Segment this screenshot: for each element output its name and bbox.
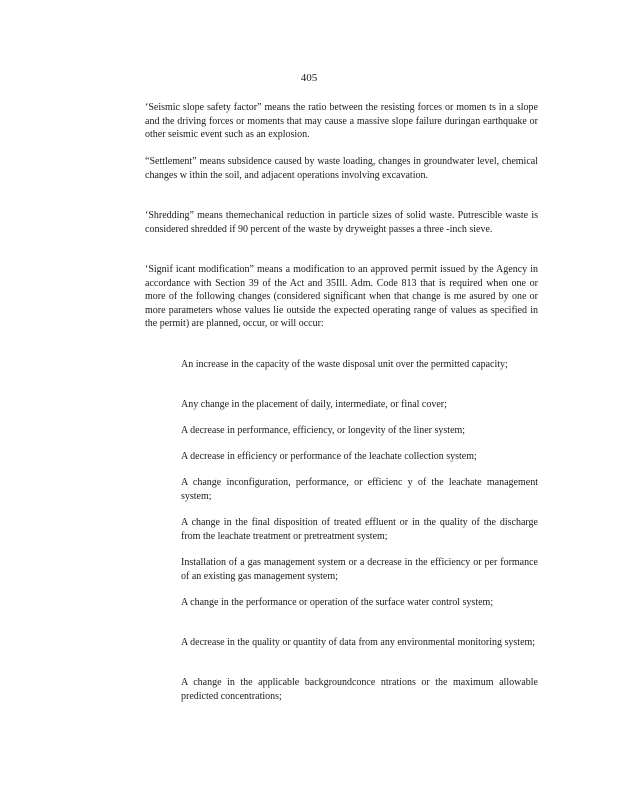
list-item: A decrease in performance, efficiency, or longevity of the liner system;	[181, 425, 466, 436]
list-item: A decrease in the quality or quantity of data from any environmental monitoring system;	[181, 637, 536, 648]
definition-seismic-slope-safety-factor: ‘Seismic slope safety factor” means the ratio between the resisting forces or momen ts in a slope and the driving forces or moments that may cause a massive slope failure duringan earthquake or other seismic event such as an explosion.	[145, 102, 538, 140]
list-item: A change in the performance or operation of the surface water control system;	[181, 597, 494, 608]
list-item: Any change in the placement of daily, intermediate, or final cover;	[181, 399, 447, 410]
definition-shredding: ‘Shredding” means themechanical reduction in particle sizes of solid waste. Putrescible waste is considered shredded if 90 percent of the waste by dryweight passes a three -inch sieve.	[145, 210, 538, 235]
page-number: 405	[300, 72, 318, 84]
definition-significant-modification: ‘Signif icant modification” means a modification to an approved permit issued by the Agency in accordance with Section 39 of the Act and 35Ill. Adm. Code 813 that is required when one or more of the following changes (considered significant when that change is me asured by one or more parameters whose values lie outside the expected operating range of values as specified in the permit) are planned, occur, or will occur:	[145, 264, 538, 329]
list-item: An increase in the capacity of the waste disposal unit over the permitted capacity;	[181, 359, 508, 370]
list-item: A change inconfiguration, performance, or efficienc y of the leachate management system;	[181, 477, 538, 502]
list-item: A change in the final disposition of treated effluent or in the quality of the discharge from the leachate treatment or pretreatment system;	[181, 517, 538, 542]
list-item: Installation of a gas management system or a decrease in the efficiency or per formance of an existing gas management system;	[181, 557, 538, 582]
list-item: A change in the applicable backgroundconce ntrations or the maximum allowable predicted concentrations;	[181, 677, 538, 702]
definition-settlement: “Settlement” means subsidence caused by waste loading, changes in groundwater level, chemical changes w ithin the soil, and adjacent operations involving excavation.	[145, 156, 538, 181]
list-item: A decrease in efficiency or performance of the leachate collection system;	[181, 451, 477, 462]
